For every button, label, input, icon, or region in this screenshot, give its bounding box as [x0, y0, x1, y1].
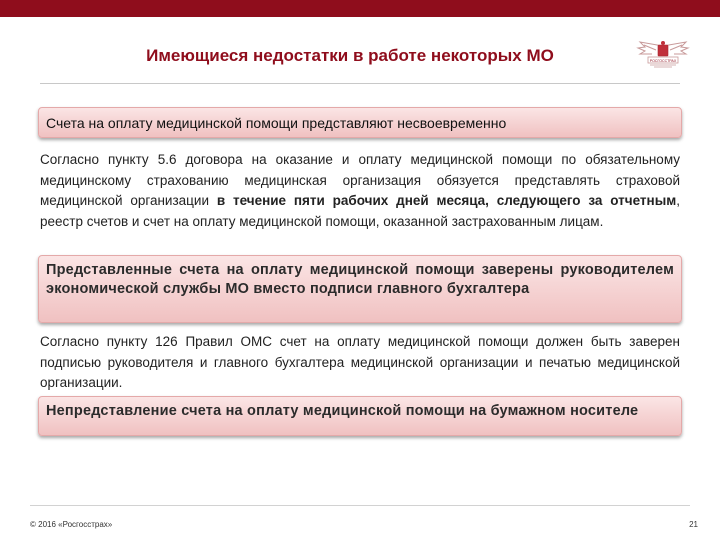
highlight-text-wrong-signature: Представленные счета на оплату медицинской помощи заверены руководителем экономической службы МО вместо подписи главного бухгалтера [46, 262, 674, 297]
paragraph1-part2: , реестр счетов и счет на оплату медицинской помощи, оказанной застрахованным лицам. [40, 193, 680, 229]
copyright-text: © 2016 «Росгосстрах» [30, 520, 113, 529]
svg-text:РОСГОССТРАХ: РОСГОССТРАХ [649, 59, 677, 63]
highlight-box-late-invoices [38, 107, 682, 138]
top-brand-bar [0, 0, 720, 17]
highlight-text-late-invoices: Счета на оплату медицинской помощи представляют несвоевременно [46, 115, 507, 131]
paragraph1-part1: Согласно пункту 5.6 договора на оказание и оплату медицинской помощи по обязательному медицинскому страхованию медицинская организация обязуется представлять страховой медицинской организации [40, 152, 680, 208]
paragraph1-bold: в течение пяти рабочих дней месяца, следующего за отчетным [216, 193, 677, 208]
rosgosstrakh-logo [636, 38, 690, 74]
paragraph-contract-clause [40, 150, 680, 232]
slide-title: Имеющиеся недостатки в работе некоторых МО [146, 46, 554, 65]
highlight-box-wrong-signature [38, 255, 682, 323]
highlight-box-no-paper-invoice [38, 396, 682, 436]
highlight-text-no-paper-invoice: Непредставление счета на оплату медицинской помощи на бумажном носителе [46, 403, 639, 419]
footer-divider [30, 505, 690, 506]
page-number: 21 [689, 520, 698, 529]
title-divider [40, 83, 680, 84]
paragraph-oms-rules: Согласно пункту 126 Правил ОМС счет на оплату медицинской помощи должен быть заверен подписью руководителя и главного бухгалтера медицинской организации и печатью медицинской организации. [40, 334, 680, 390]
